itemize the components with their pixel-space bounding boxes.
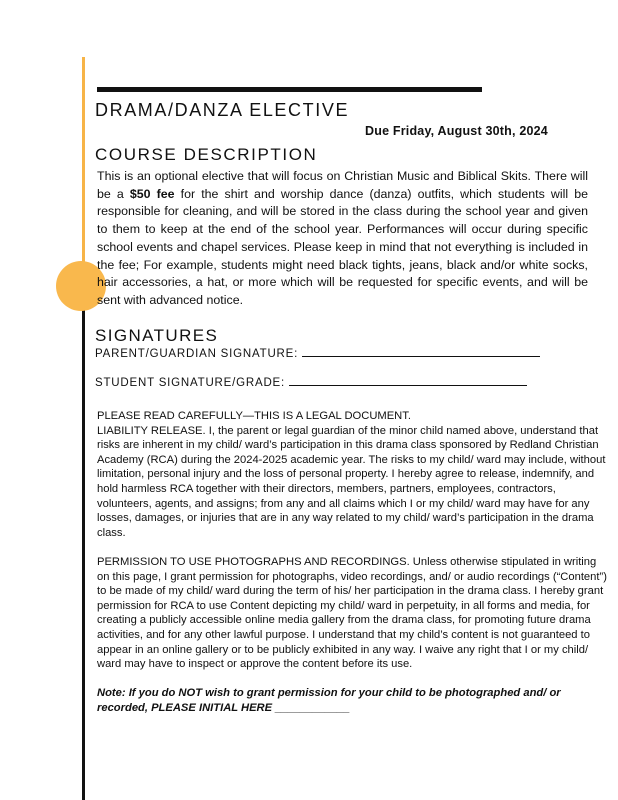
parent-signature-row [95,348,540,360]
initial-note: Note: If you do NOT wish to grant permission for your child to be photographed and/ or recorded, PLEASE INITIAL HERE ____________ [97,687,561,714]
accent-line-black [82,288,85,800]
page-title: DRAMA/DANZA ELECTIVE [95,100,350,120]
student-signature-row [95,377,527,389]
parent-signature-field[interactable] [302,356,540,357]
description-part-2: for the shirt and worship dance (danza) outfits, which students will be responsible for cleaning, and will be stored in the class during the school year and given to them to keep at the end of the school year. Performances will occur during specific school events and chapel services. Please keep in mind that not everything is included in the fee; For example, students might need black tights, jeans, black and/or white socks, hair accessories, a hat, or more which will be requested for specific events, and will be sent with advanced notice. [97,186,588,307]
accent-line-orange [82,57,85,288]
course-description-heading: COURSE DESCRIPTION [95,145,318,164]
title-rule [97,87,482,92]
description-part-1: This is an optional elective that will focus on Christian Music and Biblical Skits. There will be a [97,169,588,201]
parent-signature-label: PARENT/GUARDIAN SIGNATURE: [95,348,299,360]
due-date: Due Friday, August 30th, 2024 [365,124,548,138]
liability-release: LIABILITY RELEASE. I, the parent or legal guardian of the minor child named above, understand that risks are inherent in my child/ ward’s participation in this drama class sponsored by Redland Christian Academy (RCA) during the 2024-2025 academic year. The risks to my child/ ward may include, without limitation, personal injury and the loss of personal property. I hereby agree to release, indemnify, and hold harmless RCA together with their directors, members, partners, employees, contractors, volunteers, agents, and assigns; from any and all claims which I or my child/ ward may have for any losses, damages, or injuries that are in any way related to my child/ ward’s participation in the drama class. [97,424,606,539]
signatures-heading: SIGNATURES [95,326,219,345]
photo-permission: PERMISSION TO USE PHOTOGRAPHS AND RECORDINGS. Unless otherwise stipulated in writing on this page, I grant permission for photographs, video recordings, and/ or audio recordings (“Content”) to be made of my child/ ward during the term of his/ her participation in the drama class. I hereby grant permission for RCA to use Content depicting my child/ ward in perpetuity, in all forms and media, for creating a publicly accessible online media gallery from the drama class, for promoting future drama activities, and for any other lawful purpose. I understand that my child’s content is not guaranteed to appear in an online gallery or to be publicly exhibited in any way. I waive any right that I or my child/ ward may have to inspect or approve the content before its use. [97,555,607,671]
fee-amount: $50 fee [129,186,175,201]
legal-heading: PLEASE READ CAREFULLY—THIS IS A LEGAL DOCUMENT. [97,410,411,422]
legal-section [97,409,607,730]
student-signature-field[interactable] [289,385,527,386]
student-signature-label: STUDENT SIGNATURE/GRADE: [95,377,286,389]
course-description-text [97,168,588,310]
